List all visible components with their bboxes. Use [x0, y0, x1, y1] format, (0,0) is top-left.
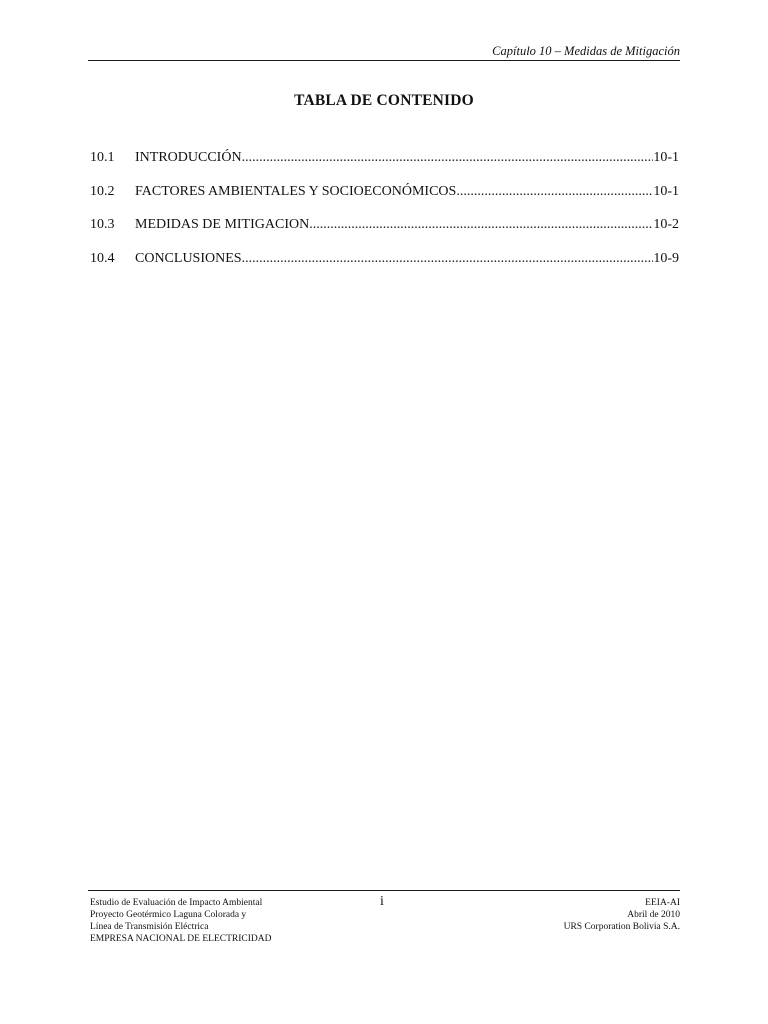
footer-document-info: [564, 897, 680, 933]
toc-entry-number: 10.3: [90, 217, 115, 232]
toc-entry-number: 10.4: [90, 250, 115, 266]
toc-entry-title: CONCLUSIONES: [135, 250, 242, 266]
toc-entry-title: INTRODUCCIÓN: [135, 150, 242, 165]
toc-entry[interactable]: [90, 150, 679, 184]
page-number: i: [380, 894, 384, 909]
toc-entry-page: 10-1: [653, 150, 679, 165]
page-footer: [88, 890, 680, 953]
toc-entry-title: FACTORES AMBIENTALES Y SOCIOECONÓMICOS: [135, 183, 457, 199]
footer-project-info: [90, 897, 271, 945]
footer-date: Abril de 2010: [627, 910, 680, 920]
footer-project-line: Línea de Transmisión Eléctrica: [90, 922, 209, 932]
footer-consultant: URS Corporation Bolivia S.A.: [563, 922, 680, 932]
toc-dot-leader: [242, 251, 654, 267]
toc-dot-leader: [456, 184, 653, 200]
toc-entry-title: MEDIDAS DE MITIGACION: [135, 217, 310, 232]
toc-entry[interactable]: [90, 251, 679, 285]
toc-title: TABLA DE CONTENIDO: [294, 92, 474, 109]
footer-document-code: EEIA-AI: [645, 898, 680, 908]
footer-company: EMPRESA NACIONAL DE ELECTRICIDAD: [90, 934, 272, 944]
footer-project-name: Proyecto Geotérmico Laguna Colorada y: [90, 910, 247, 920]
table-of-contents: [90, 150, 679, 284]
page-header: [88, 42, 680, 61]
chapter-title: Capítulo 10 – Medidas de Mitigación: [492, 44, 680, 58]
toc-dot-leader: [309, 217, 653, 233]
toc-entry[interactable]: [90, 217, 679, 251]
footer-study-title: Estudio de Evaluación de Impacto Ambiental: [90, 898, 263, 908]
toc-entry-page: 10-9: [653, 250, 679, 266]
toc-dot-leader: [242, 150, 654, 166]
toc-entry[interactable]: [90, 184, 679, 218]
toc-entry-number: 10.1: [90, 150, 115, 165]
toc-entry-page: 10-2: [653, 217, 679, 232]
toc-entry-page: 10-1: [653, 183, 679, 199]
toc-entry-number: 10.2: [90, 183, 115, 199]
